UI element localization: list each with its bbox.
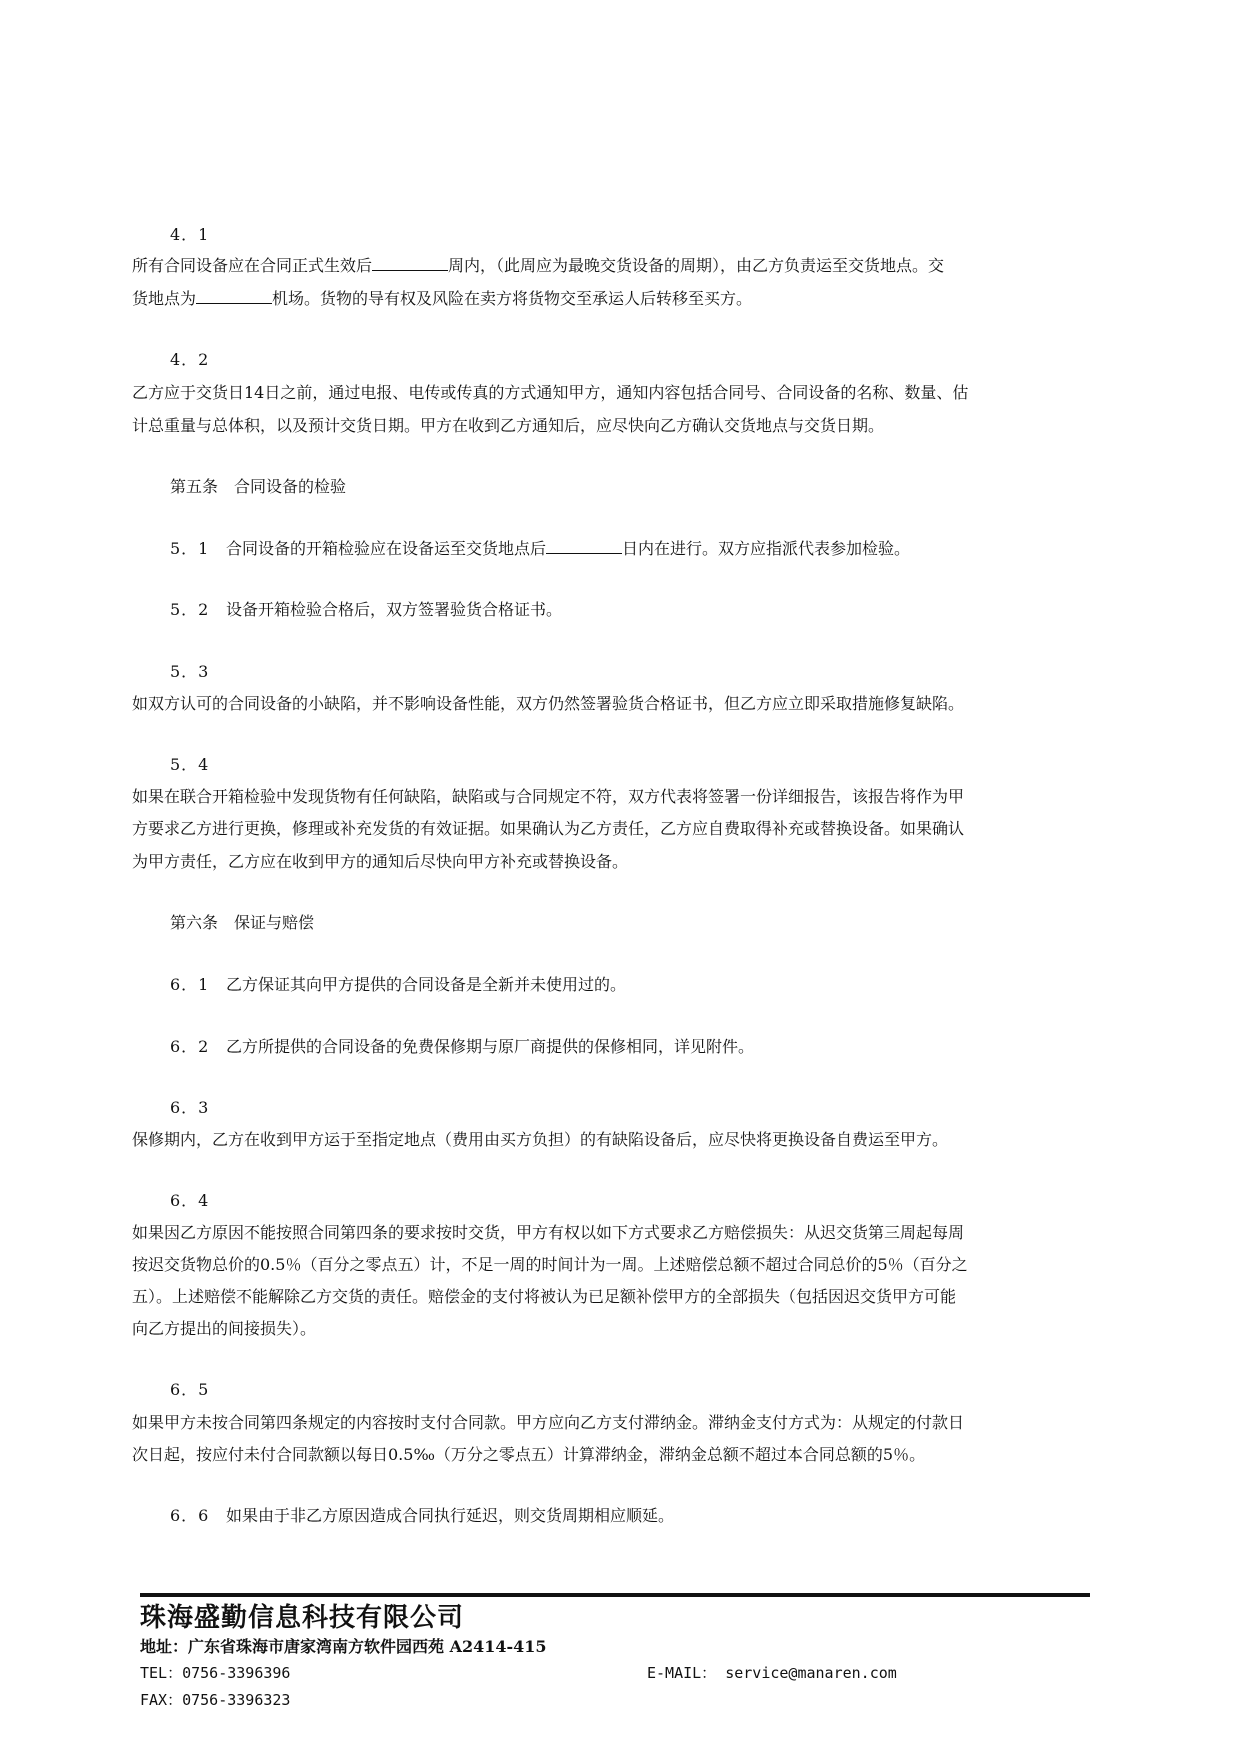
clause-5-1-text-a: 合同设备的开箱检验应在设备运至交货地点后 [226,539,547,558]
clause-6-1-text: 乙方保证其向甲方提供的合同设备是全新并未使用过的。 [226,975,627,994]
clause-4-2-line-2: 计总重量与总体积，以及预计交货日期。甲方在收到乙方通知后，应尽快向乙方确认交货地点与交货日期。 [132,416,885,435]
clause-4-1-number: 4．1 [170,225,210,244]
clause-5-4-number: 5．4 [170,755,210,774]
clause-5-3-number: 5．3 [170,662,210,681]
clause-4-2-number: 4．2 [170,350,210,369]
clause-5-1-text-b: 日内在进行。双方应指派代表参加检验。 [622,539,911,558]
clause-6-2-text: 乙方所提供的合同设备的免费保修期与原厂商提供的保修相同，详见附件。 [226,1037,755,1056]
blank-days [546,539,622,554]
clause-6-5-line-1: 如果甲方未按合同第四条规定的内容按时支付合同款。甲方应向乙方支付滞纳金。滞纳金支付方式为：从规定的付款日 [132,1413,965,1432]
clause-5-2-text: 设备开箱检验合格后，双方签署验货合格证书。 [226,600,563,619]
clause-5-3-line-1: 如双方认可的合同设备的小缺陷，并不影响设备性能，双方仍然签署验货合格证书，但乙方应立即采取措施修复缺陷。 [132,694,965,713]
clause-6-5-number: 6．5 [170,1380,210,1399]
clause-4-1-line-2 [132,286,752,309]
clause-4-1-text-c: 货地点为 [132,289,197,308]
clause-5-2-number: 5．2 [170,600,210,619]
clause-4-1-text-b: 周内，（此周应为最晚交货设备的周期），由乙方负责运至交货地点。交 [448,256,945,275]
company-tel: TEL：0756-3396396 [140,1664,291,1682]
clause-6-1-number: 6．1 [170,975,210,994]
clause-6-3-line-1: 保修期内，乙方在收到甲方运于至指定地点（费用由买方负担）的有缺陷设备后，应尽快将更换设备自费运至甲方。 [132,1130,949,1149]
company-fax: FAX：0756-3396323 [140,1691,291,1709]
clause-6-6 [170,1503,674,1526]
clause-5-4-line-3: 为甲方责任，乙方应在收到甲方的通知后尽快向甲方补充或替换设备。 [132,852,629,871]
clause-6-2 [170,1034,754,1057]
clause-6-4-line-2: 按迟交货物总价的0.5％（百分之零点五）计，不足一周的时间计为一周。上述赔偿总额不超过合同总价的5％（百分之 [132,1255,968,1274]
clause-6-3-number: 6．3 [170,1098,210,1117]
article-5-title: 第五条 合同设备的检验 [170,477,347,496]
clause-6-6-text: 如果由于非乙方原因造成合同执行延迟，则交货周期相应顺延。 [226,1506,675,1525]
clause-6-4-number: 6．4 [170,1191,210,1210]
clause-4-2-line-1: 乙方应于交货日14日之前，通过电报、电传或传真的方式通知甲方，通知内容包括合同号、合同设备的名称、数量、估 [132,383,969,402]
article-6-title: 第六条 保证与赔偿 [170,913,315,932]
clause-6-5-line-2: 次日起，按应付未付合同款额以每日0.5‰（万分之零点五）计算滞纳金，滞纳金总额不超过本合同总额的5％。 [132,1445,926,1464]
clause-6-4-line-4: 向乙方提出的间接损失）。 [132,1319,317,1338]
clause-6-1 [170,972,626,995]
clause-5-4-line-2: 方要求乙方进行更换，修理或补充发货的有效证据。如果确认为乙方责任，乙方应自费取得补充或替换设备。如果确认 [132,819,965,838]
clause-6-6-number: 6．6 [170,1506,210,1525]
clause-5-2 [170,597,562,620]
clause-6-4-line-1: 如果因乙方原因不能按照合同第四条的要求按时交货，甲方有权以如下方式要求乙方赔偿损失：从迟交货第三周起每周 [132,1223,965,1242]
clause-4-1-line-1 [132,253,944,276]
company-email: E-MAIL： service@manaren.com [647,1664,897,1682]
blank-weeks [372,256,448,271]
company-name: 珠海盛勤信息科技有限公司 [140,1603,465,1633]
clause-6-4-line-3: 五）。上述赔偿不能解除乙方交货的责任。赔偿金的支付将被认为已足额补偿甲方的全部损失（包括因迟交货甲方可能 [132,1287,957,1306]
clause-4-1-text-d: 机场。货物的导有权及风险在卖方将货物交至承运人后转移至买方。 [272,289,753,308]
clause-5-1 [170,536,910,559]
blank-airport [196,289,272,304]
clause-5-4-line-1: 如果在联合开箱检验中发现货物有任何缺陷，缺陷或与合同规定不符，双方代表将签署一份详细报告，该报告将作为甲 [132,787,965,806]
clause-5-1-number: 5．1 [170,539,210,558]
company-address: 地址：广东省珠海市唐家湾南方软件园西苑 A2414-415 [140,1637,547,1656]
clause-6-2-number: 6．2 [170,1037,210,1056]
clause-4-1-text-a: 所有合同设备应在合同正式生效后 [132,256,373,275]
